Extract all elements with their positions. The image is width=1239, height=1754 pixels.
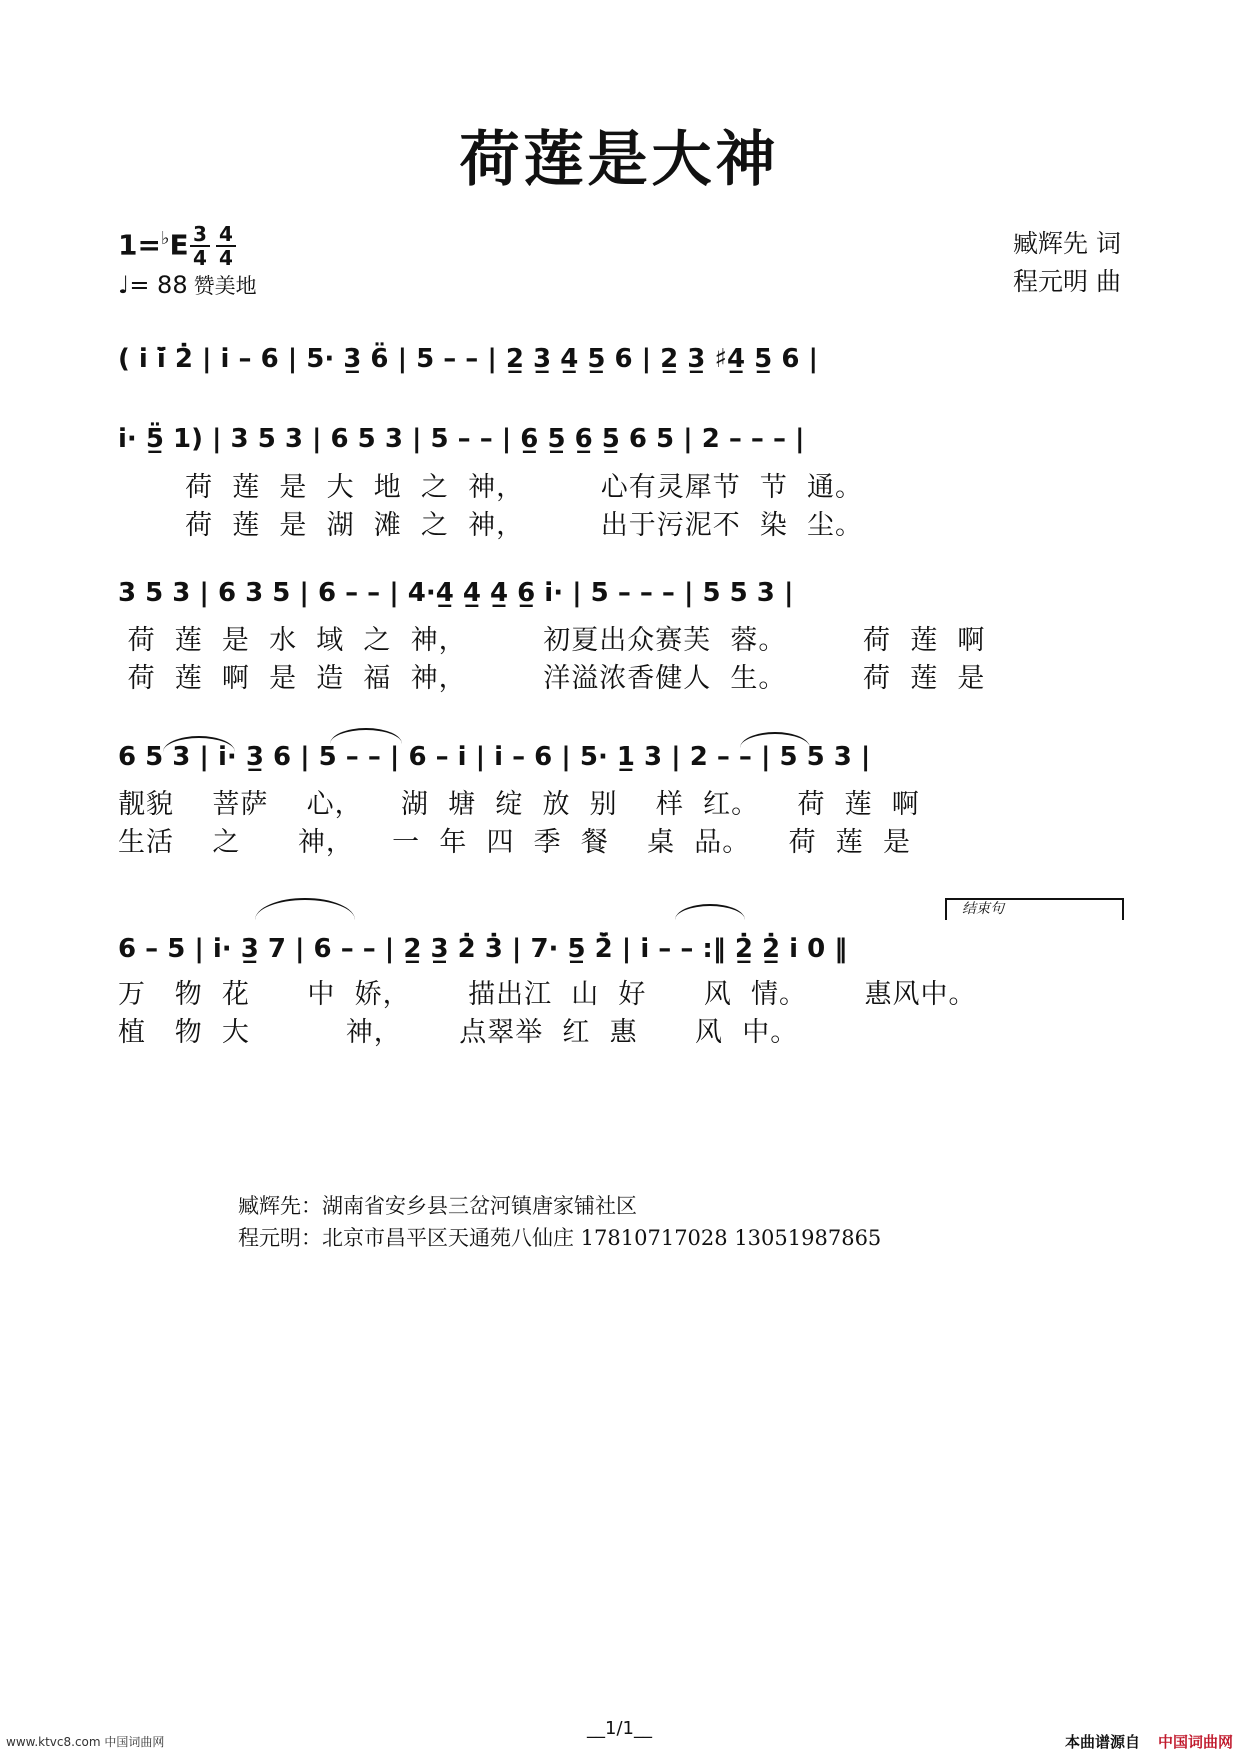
notation-line-5: 6 – 5 | i̇· 3̲ 7 | 6 – – | 2̲ 3̲ 2̇ 3̇ | 7· 5̲ 2̇̈ | i̇ – – :‖ 2̲̇ 2̲̇ i̇ 0 ‖ <box>118 934 848 964</box>
time2-bottom: 4 <box>219 246 233 270</box>
notation-line-3: 3 5 3 | 6 3 5 | 6 – – | 4·4̲ 4̲ 4̲ 6̲ i̇· | 5 – – – | 5 5 3 | <box>118 578 794 608</box>
song-title: 荷莲是大神 <box>459 125 780 195</box>
time-signature-4-4 <box>216 224 236 268</box>
lyrics-line-3a: 荷 莲 是 水 域 之 神， 初夏出众赛芙 蓉。 荷 莲 啊 <box>118 625 986 656</box>
lyricist-credit: 臧辉先 词 <box>1013 229 1121 258</box>
lyrics-line-5a: 万 物 花 中 娇， 描出江 山 好 风 情。 惠风中。 <box>118 979 977 1010</box>
slur-arc <box>675 904 745 920</box>
tempo-mood: 赞美地 <box>193 274 257 298</box>
key-prefix: 1= <box>118 228 161 262</box>
page-number: __1/1__ <box>587 1718 652 1739</box>
slur-arc <box>255 898 355 920</box>
lyrics-line-2a: 荷 莲 是 大 地 之 神， 心有灵犀节 节 通。 <box>118 472 864 503</box>
flat-symbol: ♭ <box>160 228 170 249</box>
key-signature <box>118 228 189 261</box>
contact-composer: 程元明：北京市昌平区天通苑八仙庄 17810717028 13051987865 <box>238 1226 882 1250</box>
lyrics-line-4a: 靓貌 菩萨 心， 湖 塘 绽 放 别 样 红。 荷 莲 啊 <box>118 789 920 820</box>
notation-line-4: 6 5 3 | i̇· 3̲ 6 | 5 – – | 6 – i̇ | i̇ – 6 | 5· 1̲ 3 | 2 – – | 5 5 3 | <box>118 742 871 772</box>
tempo-marking <box>118 270 257 300</box>
composer-credit: 程元明 曲 <box>1013 267 1121 296</box>
lyrics-line-4b: 生活 之 神， 一 年 四 季 餐 桌 品。 荷 莲 是 <box>118 827 911 858</box>
footer-source <box>1065 1731 1233 1752</box>
notation-line-2: i̇· 5̲̈ 1) | 3 5 3 | 6 5 3 | 5 – – | 6̲ 5̲ 6̲ 5̲ 6 5 | 2 – – – | <box>118 424 805 454</box>
lyrics-line-2b: 荷 莲 是 湖 滩 之 神， 出于污泥不 染 尘。 <box>118 510 864 541</box>
time1-bottom: 4 <box>193 246 207 270</box>
footer-site: www.ktvc8.com 中国词曲网 <box>6 1735 165 1749</box>
ending-label: 结束句 <box>962 901 1004 917</box>
notation-line-1: ( i̇ i̇̈ 2̇ | i̇ – 6 | 5· 3̲ 6̈ | 5 – – | 2̲ 3̲ 4̲ 5̲ 6 | 2̲ 3̲ ♯4̲ 5̲ 6 | <box>118 344 818 374</box>
lyrics-line-5b: 植 物 大 神， 点翠举 红 惠 风 中。 <box>118 1017 799 1048</box>
time2-top: 4 <box>219 222 233 246</box>
footer-source-text: 本曲谱源自 <box>1064 1733 1140 1751</box>
tempo-value: ♩= 88 <box>118 271 188 299</box>
key-note: E <box>169 228 189 262</box>
time1-top: 3 <box>193 222 207 246</box>
footer-brand: 中国词曲网 <box>1157 1733 1233 1751</box>
lyrics-line-3b: 荷 莲 啊 是 造 福 神， 洋溢浓香健人 生。 荷 莲 是 <box>118 663 986 694</box>
contact-lyricist: 臧辉先：湖南省安乡县三岔河镇唐家铺社区 <box>238 1194 637 1218</box>
time-signature-3-4 <box>190 224 210 268</box>
